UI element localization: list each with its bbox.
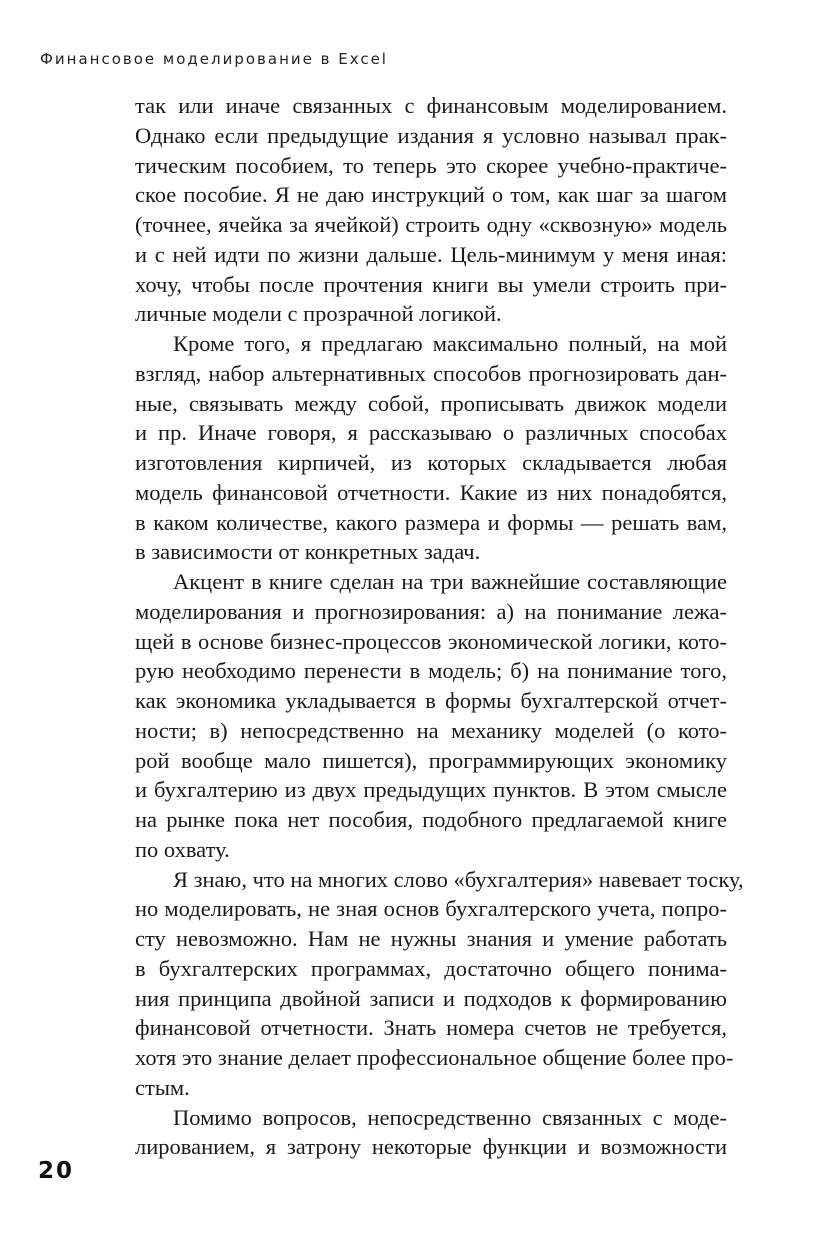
text-line: в зависимости от конкретных задач. xyxy=(135,539,481,565)
text-line: по охвату. xyxy=(135,836,230,862)
text-line: но моделировать, не зная основ бухгалтерского учета, попро- xyxy=(135,896,727,922)
text-line: щей в основе бизнес-процессов экономической логики, кото- xyxy=(135,628,727,654)
text-line: финансовой отчетности. Знать номера счетов не требуется, xyxy=(135,1015,727,1041)
text-line: личные модели с прозрачной логикой. xyxy=(135,301,502,327)
text-line: на рынке пока нет пособия, подобного предлагаемой книге xyxy=(135,807,727,832)
text-line: хотя это знание делает профессиональное общение более про- xyxy=(135,1045,734,1070)
text-line: Однако если предыдущие издания я условно называл прак- xyxy=(135,122,727,148)
text-line: и пр. Иначе говоря, я рассказываю о различных способах xyxy=(135,420,727,446)
paragraph-first-line: Я знаю, что на многих слово «бухгалтерия» навевает тоску, xyxy=(173,866,744,892)
text-line: модель финансовой отчетности. Какие из них понадобятся, xyxy=(135,479,727,505)
text-line: хочу, чтобы после прочтения книги вы умели строить при- xyxy=(135,271,727,297)
text-line: в каком количестве, какого размера и формы — решать вам, xyxy=(135,509,727,535)
text-line: рую необходимо перенести в модель; б) на понимание того, xyxy=(135,658,727,684)
text-line: сту невозможно. Нам не нужны знания и умение работать xyxy=(135,926,727,951)
text-line: в бухгалтерских программах, достаточно общего понима- xyxy=(135,955,727,981)
text-line: ности; в) непосредственно на механику моделей (о кото- xyxy=(135,717,727,743)
text-line: лированием, я затрону некоторые функции и возможности xyxy=(135,1134,727,1160)
page-number: 20 xyxy=(38,1158,75,1184)
paragraph-first-line: Помимо вопросов, непосредственно связанных с моде- xyxy=(173,1104,727,1130)
text-line: тическим пособием, то теперь это скорее учебно-практиче- xyxy=(135,152,727,178)
text-line: стым. xyxy=(135,1074,190,1100)
text-line: так или иначе связанных с финансовым моделированием. xyxy=(135,93,727,118)
text-line: рой вообще мало пишется), программирующих экономику xyxy=(135,747,727,773)
text-line: (точнее, ячейка за ячейкой) строить одну «сквозную» модель xyxy=(135,212,727,237)
text-line: и бухгалтерию из двух предыдущих пунктов. В этом смысле xyxy=(135,777,727,803)
text-line: и с ней идти по жизни дальше. Цель-минимум у меня иная: xyxy=(135,241,727,267)
paragraph-first-line: Кроме того, я предлагаю максимально полный, на мой xyxy=(173,331,727,356)
text-line: моделирования и прогнозирования: а) на понимание лежа- xyxy=(135,598,727,624)
text-line: как экономика укладывается в формы бухгалтерской отчет- xyxy=(135,688,727,713)
running-header: Финансовое моделирование в Excel xyxy=(40,50,388,68)
body-text xyxy=(135,91,744,1162)
text-line: изготовления кирпичей, из которых складывается любая xyxy=(135,450,727,475)
text-line: ные, связывать между собой, прописывать движок модели xyxy=(135,390,727,416)
paragraph-first-line: Акцент в книге сделан на три важнейшие составляющие xyxy=(173,569,727,594)
text-line: взгляд, набор альтернативных способов прогнозировать дан- xyxy=(135,360,727,386)
text-line: ния принципа двойной записи и подходов к формированию xyxy=(135,985,727,1011)
text-line: ское пособие. Я не даю инструкций о том, как шаг за шагом xyxy=(135,182,727,208)
